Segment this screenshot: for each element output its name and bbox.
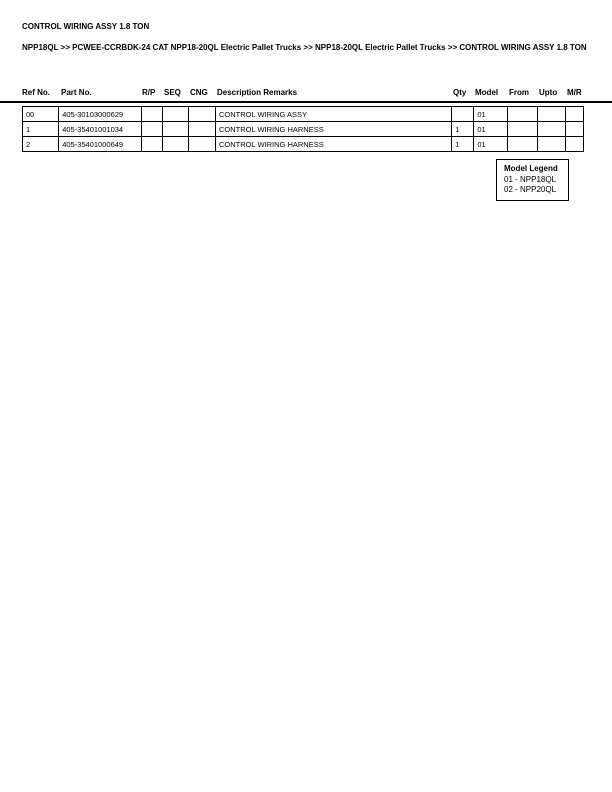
breadcrumb: NPP18QL >> PCWEE-CCRBDK-24 CAT NPP18-20QL Electric Pallet Trucks >> NPP18-20QL Electric Pallet Trucks >> CONTROL WIRING ASSY 1.8 TON [22,43,587,52]
rp-cell [141,137,162,152]
description-cell: CONTROL WIRING HARNESS [216,122,452,137]
column-header-cng: CNG [190,88,208,97]
page-title: CONTROL WIRING ASSY 1.8 TON [22,22,150,31]
column-header-seq: SEQ [164,88,181,97]
seq-cell [162,107,188,122]
ref-no-cell: 1 [23,122,59,137]
mr-cell [565,107,583,122]
qty-cell: 1 [452,122,474,137]
upto-cell [537,137,565,152]
rp-cell [141,107,162,122]
from-cell [507,122,537,137]
ref-no-cell: 2 [23,137,59,152]
model-legend-item: 01 - NPP18QL [504,175,557,184]
cng-cell [188,122,215,137]
mr-cell [565,137,583,152]
mr-cell [565,122,583,137]
model-legend-item: 02 - NPP20QL [504,185,557,194]
seq-cell [162,137,188,152]
column-header-rp: R/P [142,88,156,97]
column-header-from: From [509,88,529,97]
column-header-upto: Upto [539,88,558,97]
part-no-cell: 405-30103000629 [59,107,141,122]
column-header-qty: Qty [453,88,467,97]
parts-table [22,106,584,152]
part-no-cell: 405-35401001034 [59,122,141,137]
rp-cell [141,122,162,137]
from-cell [507,137,537,152]
column-header-description: Description Remarks [217,88,298,97]
description-cell: CONTROL WIRING HARNESS [216,137,452,152]
model-cell: 01 [474,107,507,122]
table-row[interactable] [23,107,584,122]
ref-no-cell: 00 [23,107,59,122]
model-legend [496,159,569,201]
header-divider [0,101,612,103]
model-legend-title: Model Legend [504,164,558,173]
column-header-part-no: Part No. [61,88,92,97]
cng-cell [188,137,215,152]
part-no-cell: 405-35401000649 [59,137,141,152]
description-cell: CONTROL WIRING ASSY [216,107,452,122]
model-cell: 01 [474,122,507,137]
table-row[interactable] [23,122,584,137]
column-header-model: Model [475,88,499,97]
qty-cell [452,107,474,122]
from-cell [507,107,537,122]
qty-cell: 1 [452,137,474,152]
seq-cell [162,122,188,137]
upto-cell [537,107,565,122]
column-header-ref-no: Ref No. [22,88,50,97]
upto-cell [537,122,565,137]
column-header-mr: M/R [567,88,582,97]
model-cell: 01 [474,137,507,152]
table-row[interactable] [23,137,584,152]
cng-cell [188,107,215,122]
